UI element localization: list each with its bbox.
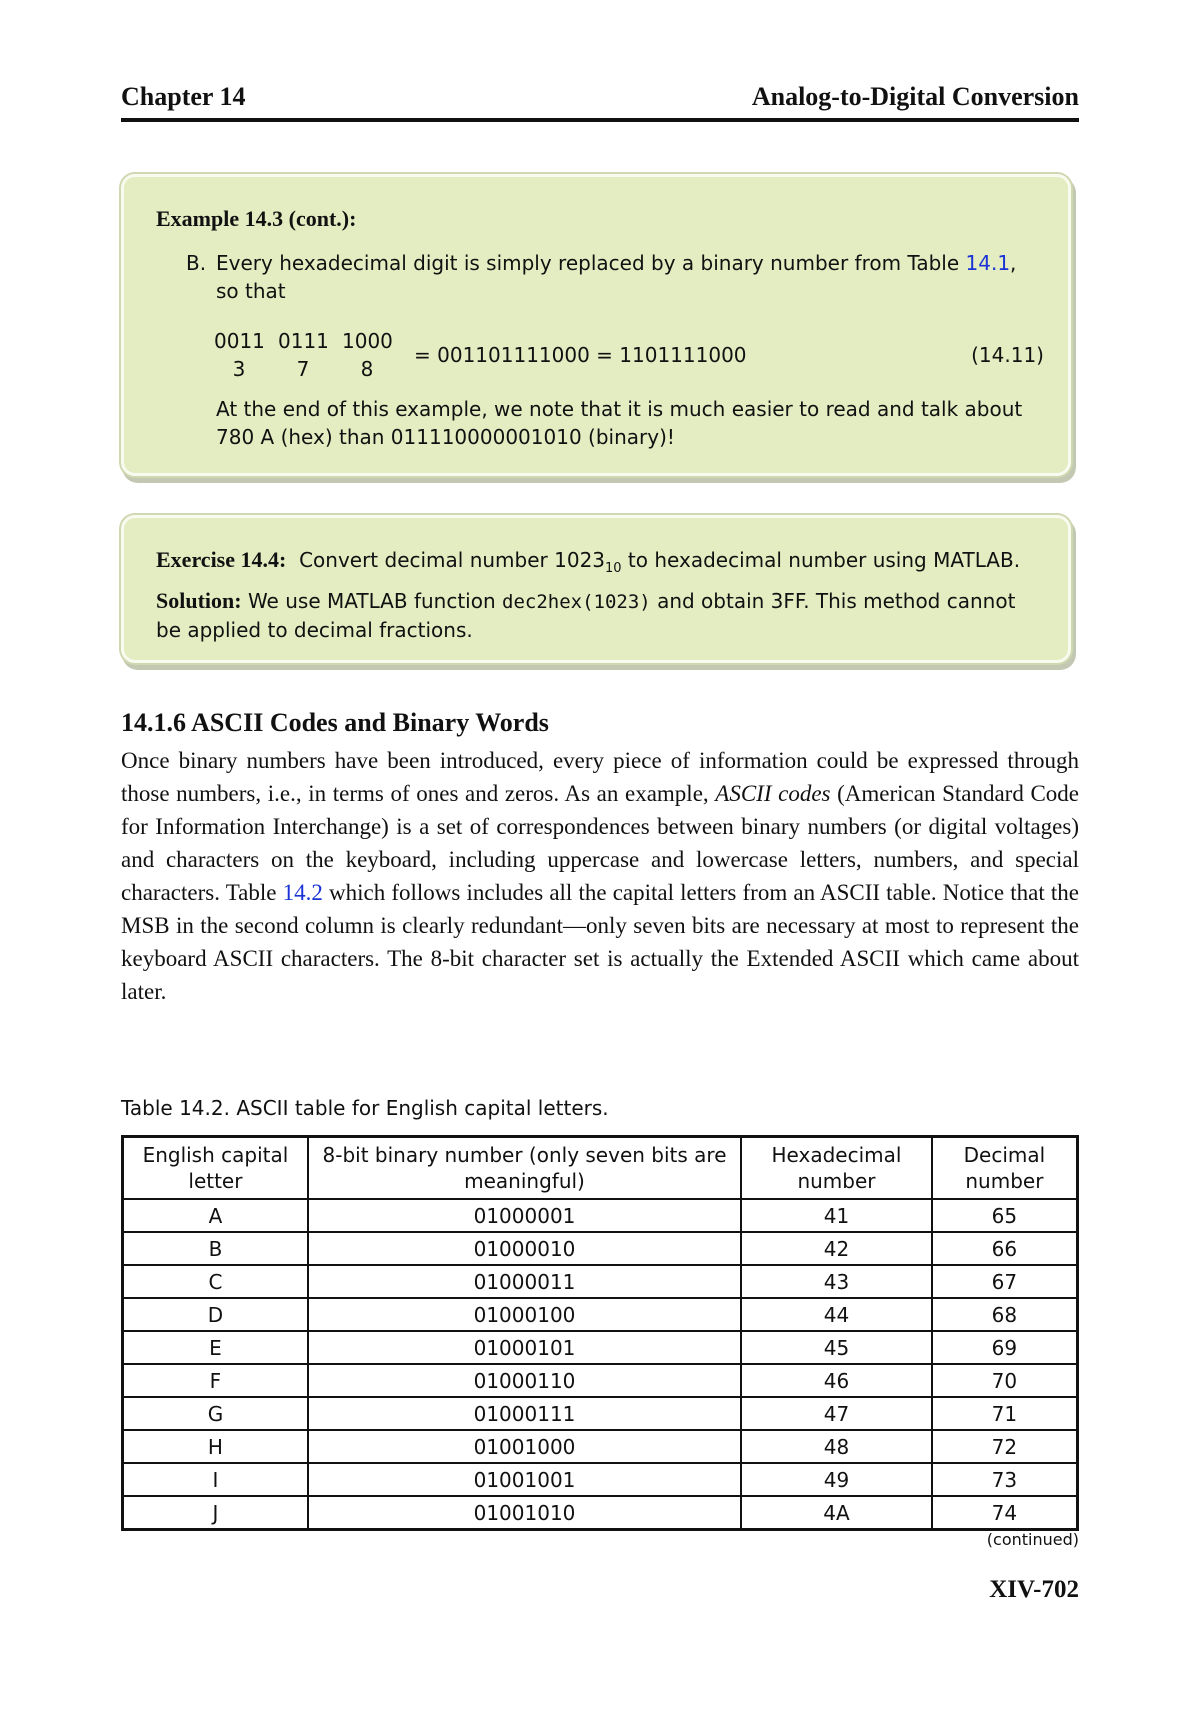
cell-binary: 01000101 [308, 1331, 741, 1364]
table-ref-link[interactable]: 14.2 [282, 880, 323, 905]
table-caption: Table 14.2. ASCII table for English capital letters. [121, 1096, 609, 1120]
cell-hex: 46 [741, 1364, 932, 1397]
chapter-label: Chapter 14 [121, 82, 246, 111]
table-row [123, 1265, 1078, 1298]
eq-column [342, 327, 392, 383]
cell-hex: 48 [741, 1430, 932, 1463]
cell-hex: 42 [741, 1232, 932, 1265]
exercise-solution: Solution: We use MATLAB function dec2hex(1023) and obtain 3FF. This method cannot be applied to decimal fractions. [156, 588, 1016, 642]
cell-decimal: 73 [932, 1463, 1078, 1496]
solution-label: Solution: [156, 588, 242, 613]
equation-14-11 [214, 327, 1044, 383]
section-paragraph: Once binary numbers have been introduced, every piece of information could be expressed through those numbers, i.e., in terms of ones and zeros. As an example, ASCII codes (American Standard Code for Information Interchange) is a set of correspondences between binary numbers (or digital voltages) and characters on the keyboard, including uppercase and lowercase letters, numbers, and special characters. Table 14.2 which follows includes all the capital letters from an ASCII table. Notice that the MSB in the second column is clearly redundant—only seven bits are necessary at most to represent the keyboard ASCII characters. The 8-bit character set is actually the Extended ASCII which came about later. [121, 748, 1079, 1004]
column-header: English capital letter [123, 1137, 308, 1200]
eq-binary: 1000 [342, 329, 393, 353]
cell-hex: 44 [741, 1298, 932, 1331]
exercise-statement: Exercise 14.4: Convert decimal number $1023_{10}$ to hexadecimal number using MATLAB. [156, 547, 1021, 576]
ascii-term: ASCII codes [715, 781, 831, 806]
cell-decimal: 74 [932, 1496, 1078, 1530]
table-row [123, 1397, 1078, 1430]
eq-column [214, 327, 264, 383]
example-box [121, 174, 1071, 476]
cell-binary: 01001010 [308, 1496, 741, 1530]
cell-decimal: 72 [932, 1430, 1078, 1463]
table-row [123, 1199, 1078, 1232]
cell-hex: 49 [741, 1463, 932, 1496]
column-header: 8-bit binary number (only seven bits are meaningful) [308, 1137, 741, 1200]
example-note: At the end of this example, we note that it is much easier to read and talk about 780 A (hex) than 011110000001010 (binary)! [216, 397, 1023, 449]
cell-binary: 01000111 [308, 1397, 741, 1430]
column-header: Hexadecimal number [741, 1137, 932, 1200]
example-title: Example 14.3 (cont.): [156, 206, 357, 231]
table-row [123, 1496, 1078, 1530]
cell-hex: 47 [741, 1397, 932, 1430]
eq-binary: 0011 [214, 329, 265, 353]
cell-decimal: 70 [932, 1364, 1078, 1397]
cell-hex: 4A [741, 1496, 932, 1530]
eq-binary: 0111 [278, 329, 329, 353]
table-header-row [123, 1137, 1078, 1200]
cell-letter: G [123, 1397, 308, 1430]
cell-letter: J [123, 1496, 308, 1530]
exercise-box [121, 515, 1071, 663]
running-header [121, 78, 1079, 122]
ascii-table [121, 1135, 1079, 1531]
cell-binary: 01000011 [308, 1265, 741, 1298]
cell-letter: F [123, 1364, 308, 1397]
cell-decimal: 66 [932, 1232, 1078, 1265]
table-row [123, 1331, 1078, 1364]
page-number: XIV-702 [989, 1576, 1079, 1603]
chapter-title: Analog-to-Digital Conversion [751, 82, 1079, 111]
eq-rhs: = 001101111000 = 1101111000 [414, 343, 747, 367]
cell-letter: A [123, 1199, 308, 1232]
table-row [123, 1364, 1078, 1397]
cell-binary: 01001000 [308, 1430, 741, 1463]
example-item-b [186, 249, 1036, 305]
cell-letter: I [123, 1463, 308, 1496]
cell-decimal: 69 [932, 1331, 1078, 1364]
table-row [123, 1463, 1078, 1496]
cell-decimal: 68 [932, 1298, 1078, 1331]
table-continued-note: (continued) [986, 1530, 1079, 1549]
column-header: Decimal number [932, 1137, 1078, 1200]
cell-binary: 01001001 [308, 1463, 741, 1496]
eq-number: (14.11) [971, 343, 1044, 367]
solution-code: dec2hex(1023) [502, 591, 651, 613]
cell-hex: 41 [741, 1199, 932, 1232]
eq-column [278, 327, 328, 383]
section-title: 14.1.6 ASCII Codes and Binary Words [121, 708, 549, 737]
item-text: Every hexadecimal digit is simply replaced by a binary number from Table 14.1, so that [216, 251, 1017, 303]
table-ref-link[interactable]: 14.1 [965, 251, 1011, 275]
exercise-label: Exercise 14.4: [156, 547, 287, 572]
eq-hex: 3 [232, 357, 246, 381]
table-row [123, 1232, 1078, 1265]
cell-binary: 01000100 [308, 1298, 741, 1331]
cell-hex: 43 [741, 1265, 932, 1298]
cell-letter: C [123, 1265, 308, 1298]
cell-binary: 01000110 [308, 1364, 741, 1397]
item-label: B. [186, 251, 207, 275]
cell-hex: 45 [741, 1331, 932, 1364]
cell-letter: H [123, 1430, 308, 1463]
cell-binary: 01000010 [308, 1232, 741, 1265]
eq-hex: 7 [296, 357, 310, 381]
cell-letter: D [123, 1298, 308, 1331]
cell-binary: 01000001 [308, 1199, 741, 1232]
cell-decimal: 71 [932, 1397, 1078, 1430]
cell-decimal: 67 [932, 1265, 1078, 1298]
eq-hex: 8 [360, 357, 374, 381]
cell-letter: B [123, 1232, 308, 1265]
cell-decimal: 65 [932, 1199, 1078, 1232]
table-row [123, 1430, 1078, 1463]
table-row [123, 1298, 1078, 1331]
cell-letter: E [123, 1331, 308, 1364]
